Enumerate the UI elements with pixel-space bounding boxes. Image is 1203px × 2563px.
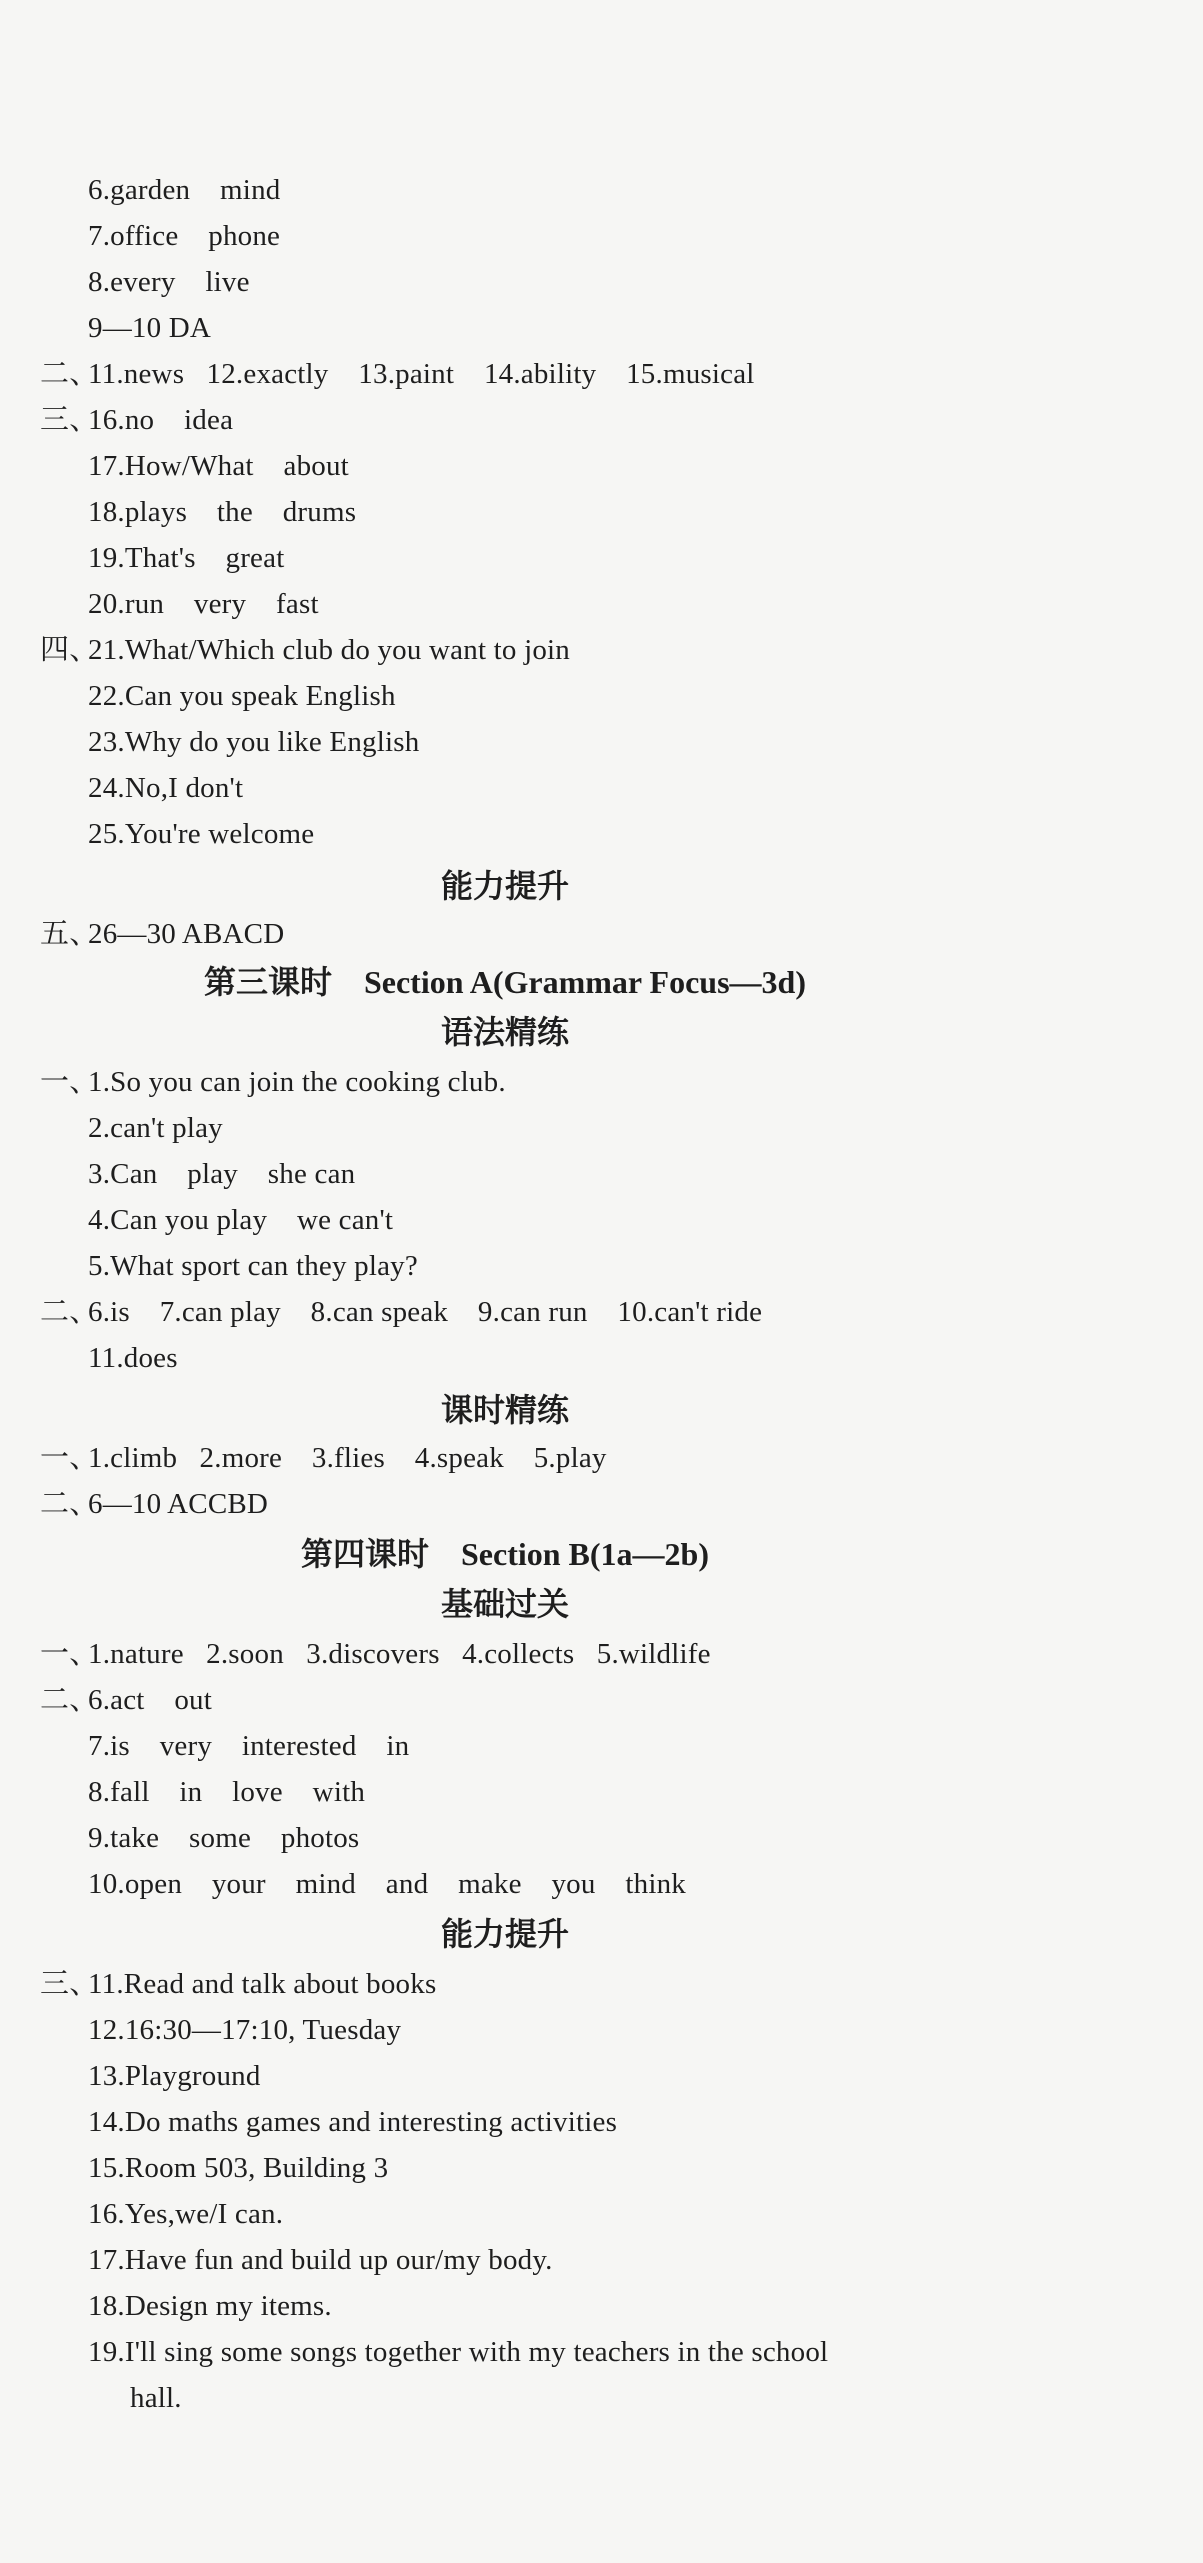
answer-text: 6.is 7.can play 8.can speak 9.can run 10.can't ride <box>88 1296 763 1328</box>
answer-text: 1.climb 2.more 3.flies 4.speak 5.play <box>88 1442 607 1474</box>
answer-text: 26—30 ABACD <box>88 918 285 950</box>
answer-line <box>0 912 1140 956</box>
answer-text: 19.I'll sing some songs together with my teachers in the school <box>88 2336 829 2368</box>
answer-text: 11.news 12.exactly 13.paint 14.ability 15.musical <box>88 358 755 390</box>
section-marker: 一、 <box>40 1638 99 1670</box>
section-marker: 三、 <box>40 1968 99 2000</box>
answer-line <box>0 582 1140 626</box>
answer-text: 19.That's great <box>88 542 285 574</box>
answer-line <box>0 490 1140 534</box>
answer-line <box>0 2146 1140 2190</box>
section-marker: 一、 <box>40 1442 99 1474</box>
answer-text: 7.office phone <box>88 220 281 252</box>
answer-text: 14.Do maths games and interesting activities <box>88 2106 618 2138</box>
answer-text: 2.can't play <box>88 1112 223 1144</box>
answer-line <box>0 1678 1140 1722</box>
answer-line <box>0 214 1140 258</box>
answer-text: 6—10 ACCBD <box>88 1488 269 1520</box>
answer-text: 12.16:30—17:10, Tuesday <box>88 2014 402 2046</box>
answer-line <box>0 2100 1140 2144</box>
answer-text: 21.What/Which club do you want to join <box>88 634 570 666</box>
answer-text: 6.garden mind <box>88 174 281 206</box>
answer-text: 18.plays the drums <box>88 496 357 528</box>
section-marker: 二、 <box>40 1684 99 1716</box>
answer-line <box>0 1198 1140 1242</box>
answer-line <box>0 444 1140 488</box>
lesson-heading: 第四课时 Section B(1a—2b) <box>300 1536 709 1572</box>
answer-text: 13.Playground <box>88 2060 261 2092</box>
answer-line <box>0 1060 1140 1104</box>
answer-text: 11.Read and talk about books <box>88 1968 437 2000</box>
answer-text: 8.fall in love with <box>88 1776 366 1808</box>
answer-line <box>0 536 1140 580</box>
answer-line <box>0 2054 1140 2098</box>
answer-line <box>0 1244 1140 1288</box>
answer-line <box>0 306 1140 350</box>
answer-line <box>0 2376 1140 2420</box>
answer-text: 23.Why do you like English <box>88 726 420 758</box>
answer-text: 9.take some photos <box>88 1822 360 1854</box>
section-marker: 三、 <box>40 404 99 436</box>
answer-text: 10.open your mind and make you think <box>88 1868 686 1900</box>
section-heading: 语法精练 <box>440 1014 569 1050</box>
answer-line <box>0 1436 1140 1480</box>
answer-text: 17.Have fun and build up our/my body. <box>88 2244 553 2276</box>
answer-line <box>0 352 1140 396</box>
answer-text: 20.run very fast <box>88 588 319 620</box>
answer-text: 5.What sport can they play? <box>88 1250 418 1282</box>
answer-text: 8.every live <box>88 266 250 298</box>
answer-line <box>0 168 1140 212</box>
lesson-heading: 第三课时 Section A(Grammar Focus—3d) <box>203 964 807 1000</box>
answer-line <box>0 1632 1140 1676</box>
answer-line <box>0 1336 1140 1380</box>
section-marker: 一、 <box>40 1066 99 1098</box>
answer-text: 16.no idea <box>88 404 234 436</box>
answer-text: 25.You're welcome <box>88 818 315 850</box>
answer-line <box>0 628 1140 672</box>
answer-line <box>0 1816 1140 1860</box>
section-marker: 四、 <box>40 634 99 666</box>
section-marker: 五、 <box>40 918 99 950</box>
section-marker: 二、 <box>40 1488 99 1520</box>
answer-line <box>0 398 1140 442</box>
answer-text: 22.Can you speak English <box>88 680 396 712</box>
answer-line <box>0 1862 1140 1906</box>
answer-line <box>0 1482 1140 1526</box>
answer-line <box>0 260 1140 304</box>
answer-text: 9—10 DA <box>88 312 212 344</box>
answer-text: 18.Design my items. <box>88 2290 332 2322</box>
answer-line <box>0 2192 1140 2236</box>
answer-text-continuation: hall. <box>130 2382 182 2414</box>
answer-line <box>0 1962 1140 2006</box>
section-marker: 二、 <box>40 358 99 390</box>
answer-text: 17.How/What about <box>88 450 349 482</box>
answer-line <box>0 674 1140 718</box>
answer-line <box>0 2330 1140 2374</box>
answer-text: 4.Can you play we can't <box>88 1204 394 1236</box>
answer-text: 1.nature 2.soon 3.discovers 4.collects 5.wildlife <box>88 1638 711 1670</box>
answer-text: 7.is very interested in <box>88 1730 410 1762</box>
answer-line <box>0 1152 1140 1196</box>
answer-line <box>0 2238 1140 2282</box>
answer-line <box>0 2008 1140 2052</box>
section-heading: 能力提升 <box>440 1916 569 1952</box>
answer-text: 16.Yes,we/I can. <box>88 2198 284 2230</box>
answer-line <box>0 812 1140 856</box>
answer-line <box>0 1290 1140 1334</box>
answer-line <box>0 1106 1140 1150</box>
answer-line <box>0 1770 1140 1814</box>
answer-line <box>0 766 1140 810</box>
answer-line <box>0 2284 1140 2328</box>
answer-text: 6.act out <box>88 1684 213 1716</box>
section-heading: 能力提升 <box>440 868 569 904</box>
answer-text: 3.Can play she can <box>88 1158 356 1190</box>
section-heading: 课时精练 <box>440 1392 569 1428</box>
section-marker: 二、 <box>40 1296 99 1328</box>
answer-line <box>0 720 1140 764</box>
answer-line <box>0 1724 1140 1768</box>
answer-text: 1.So you can join the cooking club. <box>88 1066 506 1098</box>
answer-text: 24.No,I don't <box>88 772 244 804</box>
answer-text: 15.Room 503, Building 3 <box>88 2152 389 2184</box>
section-heading: 基础过关 <box>440 1586 569 1622</box>
answer-text: 11.does <box>88 1342 178 1374</box>
